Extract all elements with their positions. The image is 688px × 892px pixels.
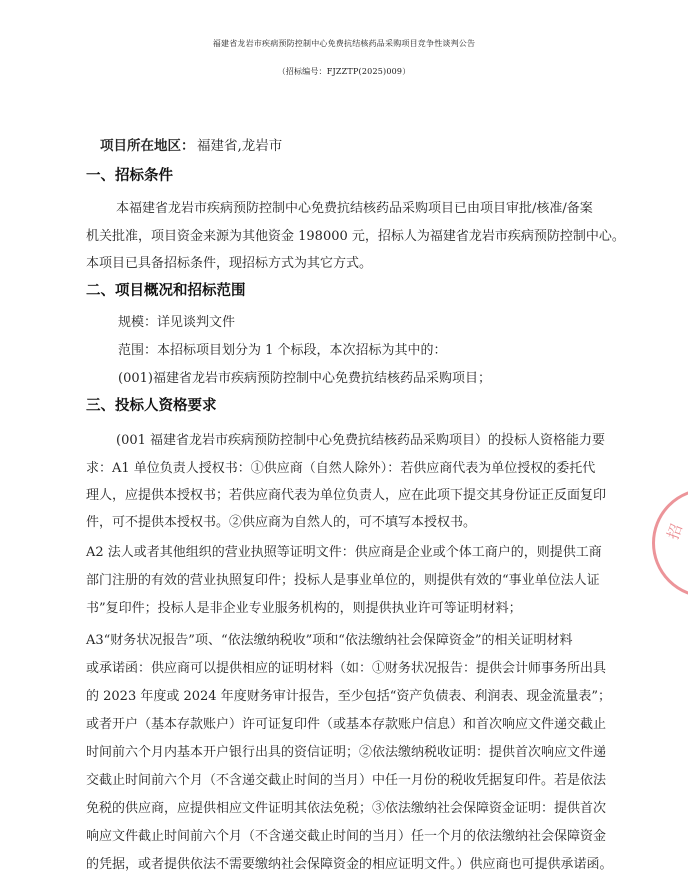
paragraph-line: A3“财务状况报告”项、“依法缴纳税收”项和“依法缴纳社会保障资金”的相关证明材料 [86,633,573,648]
paragraph-line: 免税的供应商，应提供相应文件证明其依法免税；③依法缴纳社会保障资金证明：提供首次 [86,801,607,816]
paragraph-line: 机关批准，项目资金来源为其他资金 198000 元，招标人为福建省龙岩市疾病预防控制中心。 [86,229,625,244]
paragraph-line: (001)福建省龙岩市疾病预防控制中心免费抗结核药品采购项目； [118,371,491,386]
paragraph-line: 的 2023 年度或 2024 年度财务审计报告，至少包括“资产负债表、利润表、现金流量表”； [86,689,611,704]
paragraph-line: A2 法人或者其他组织的营业执照等证明文件：供应商是企业或个体工商户的，则提供工商 [86,545,602,560]
section-heading-3: 三、投标人资格要求 [86,397,217,414]
paragraph-line: 件，可不提供本授权书。②供应商为自然人的，可不填写本授权书。 [86,515,477,530]
paragraph-line: 本项目已具备招标条件，现招标方式为其它方式。 [86,256,373,271]
paragraph-line: 本福建省龙岩市疾病预防控制中心免费抗结核药品采购项目已由项目审批/核准/备案 [116,201,593,216]
region-value: 福建省,龙岩市 [197,138,283,154]
paragraph-line: 理人，应提供本授权书；若供应商代表为单位负责人，应在此项下提交其身份证正反面复印 [86,488,607,503]
paragraph-line: 规模：详见谈判文件 [118,315,236,330]
section-heading-2: 二、项目概况和招标范围 [86,282,246,299]
paragraph-line: 时间前六个月内基本开户银行出具的资信证明；②依法缴纳税收证明：提供首次响应文件递 [86,745,607,760]
paragraph-line: 或者开户（基本存款账户）许可证复印件（或基本存款账户信息）和首次响应文件递交截止 [86,717,607,732]
paragraph-line: (001 福建省龙岩市疾病预防控制中心免费抗结核药品采购项目）的投标人资格能力要 [116,433,606,448]
tender-number: （招标编号：FJZZTP(2025)009） [277,67,411,76]
doc-title: 福建省龙岩市疾病预防控制中心免费抗结核药品采购项目竞争性谈判公告 [212,39,476,48]
paragraph-line: 部门注册的有效的营业执照复印件；投标人是事业单位的，则提供有效的“事业单位法人证 [86,573,600,588]
paragraph-line: 或承诺函：供应商可以提供相应的证明材料（如：①财务状况报告：提供会计师事务所出具 [86,661,607,676]
section-heading-1: 一、招标条件 [86,167,173,184]
paragraph-line: 范围：本招标项目划分为 1 个标段，本次招标为其中的： [118,343,447,358]
seal-text: 招 [663,521,686,542]
paragraph-line: 响应文件截止时间前六个月（不含递交截止时间的当月）任一个月的依法缴纳社会保障资金 [86,829,607,844]
paragraph-line: 的凭据，或者提供依法不需要缴纳社会保障资金的相应证明文件。）供应商也可提供承诺函。 [86,857,613,872]
region-label: 项目所在地区： [100,138,195,154]
paragraph-line: 求：A1 单位负责人授权书：①供应商（自然人除外）：若供应商代表为单位授权的委托代 [86,461,596,476]
paragraph-line: 交截止时间前六个月（不含递交截止时间的当月）中任一月份的税收凭据复印件。若是依法 [86,773,607,788]
paragraph-line: 书”复印件；投标人是非企业专业服务机构的，则提供执业许可等证明材料； [86,601,522,616]
official-seal [652,488,688,598]
